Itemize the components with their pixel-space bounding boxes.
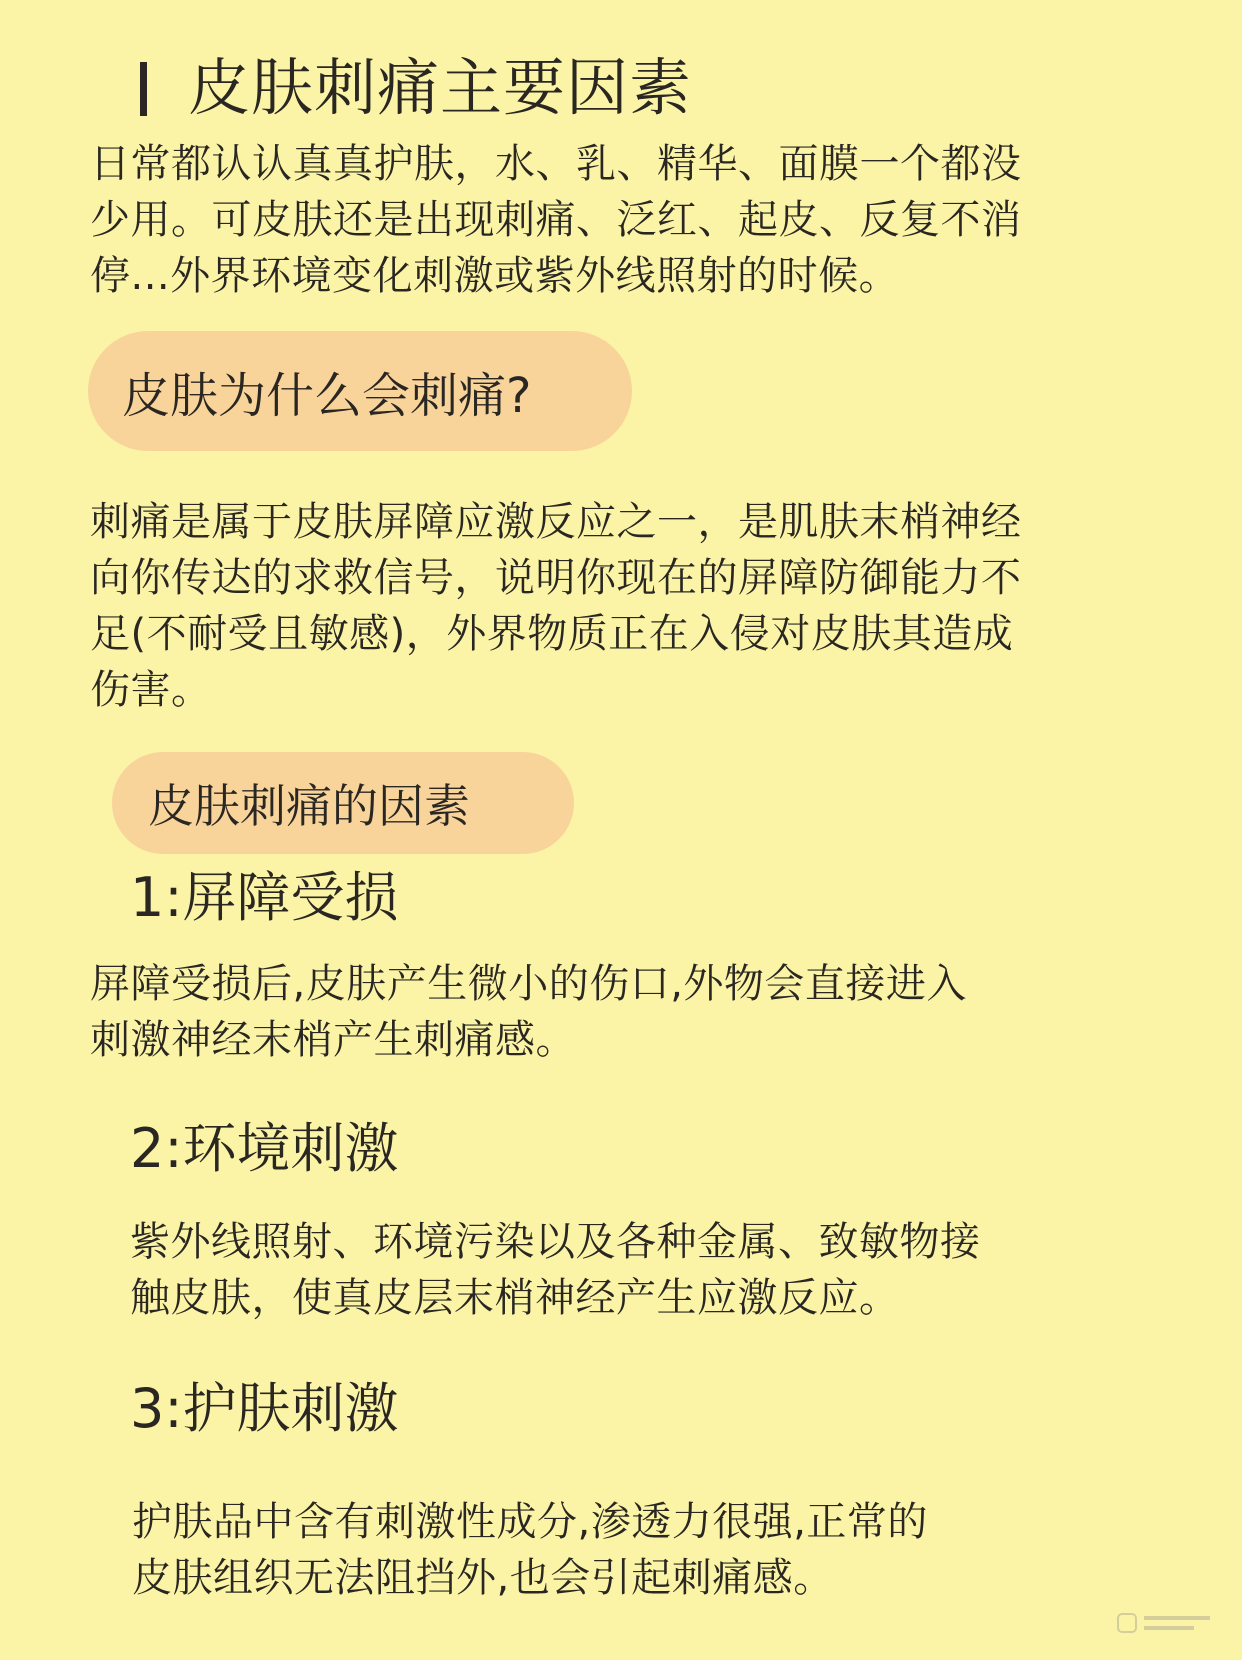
intro-line: 停...外界环境变化刺激或紫外线照射的时候。	[90, 253, 900, 299]
section-heading-factors: 皮肤刺痛的因素	[148, 779, 470, 833]
why-line: 伤害。	[90, 667, 212, 713]
factor-1-paragraph	[90, 956, 967, 1068]
title-accent-bar	[140, 62, 147, 116]
factor-3-paragraph	[132, 1494, 928, 1606]
section-heading-why: 皮肤为什么会刺痛?	[122, 367, 532, 424]
factor-2-line: 触皮肤，使真皮层末梢神经产生应激反应。	[130, 1275, 900, 1321]
section-heading-why-pill	[88, 331, 632, 451]
factor-2-paragraph	[130, 1214, 981, 1326]
factor-1-title: 1:屏障受损	[130, 866, 399, 929]
intro-line: 日常都认认真真护肤，水、乳、精华、面膜一个都没	[90, 141, 1022, 187]
why-paragraph	[90, 494, 1022, 718]
factor-3-line: 护肤品中含有刺激性成分,渗透力很强,正常的	[132, 1499, 928, 1545]
intro-paragraph	[90, 136, 1022, 304]
page-title	[140, 46, 692, 130]
page-title-text: 皮肤刺痛主要因素	[188, 51, 693, 124]
watermark-logo-icon	[1116, 1606, 1216, 1640]
section-heading-factors-pill	[112, 752, 574, 854]
factor-3-line: 皮肤组织无法阻挡外,也会引起刺痛感。	[132, 1555, 834, 1601]
factor-3-title: 3:护肤刺激	[130, 1377, 399, 1440]
intro-line: 少用。可皮肤还是出现刺痛、泛红、起皮、反复不消	[90, 197, 1022, 243]
why-line: 刺痛是属于皮肤屏障应激反应之一，是肌肤末梢神经	[90, 499, 1022, 545]
factor-1-line: 刺激神经末梢产生刺痛感。	[90, 1017, 576, 1063]
factor-2-title: 2:环境刺激	[130, 1117, 399, 1180]
why-line: 足(不耐受且敏感)，外界物质正在入侵对皮肤其造成	[90, 611, 1014, 657]
factor-1-line: 屏障受损后,皮肤产生微小的伤口,外物会直接进入	[90, 961, 967, 1007]
why-line: 向你传达的求救信号，说明你现在的屏障防御能力不	[90, 555, 1022, 601]
factor-2-line: 紫外线照射、环境污染以及各种金属、致敏物接	[130, 1219, 981, 1265]
